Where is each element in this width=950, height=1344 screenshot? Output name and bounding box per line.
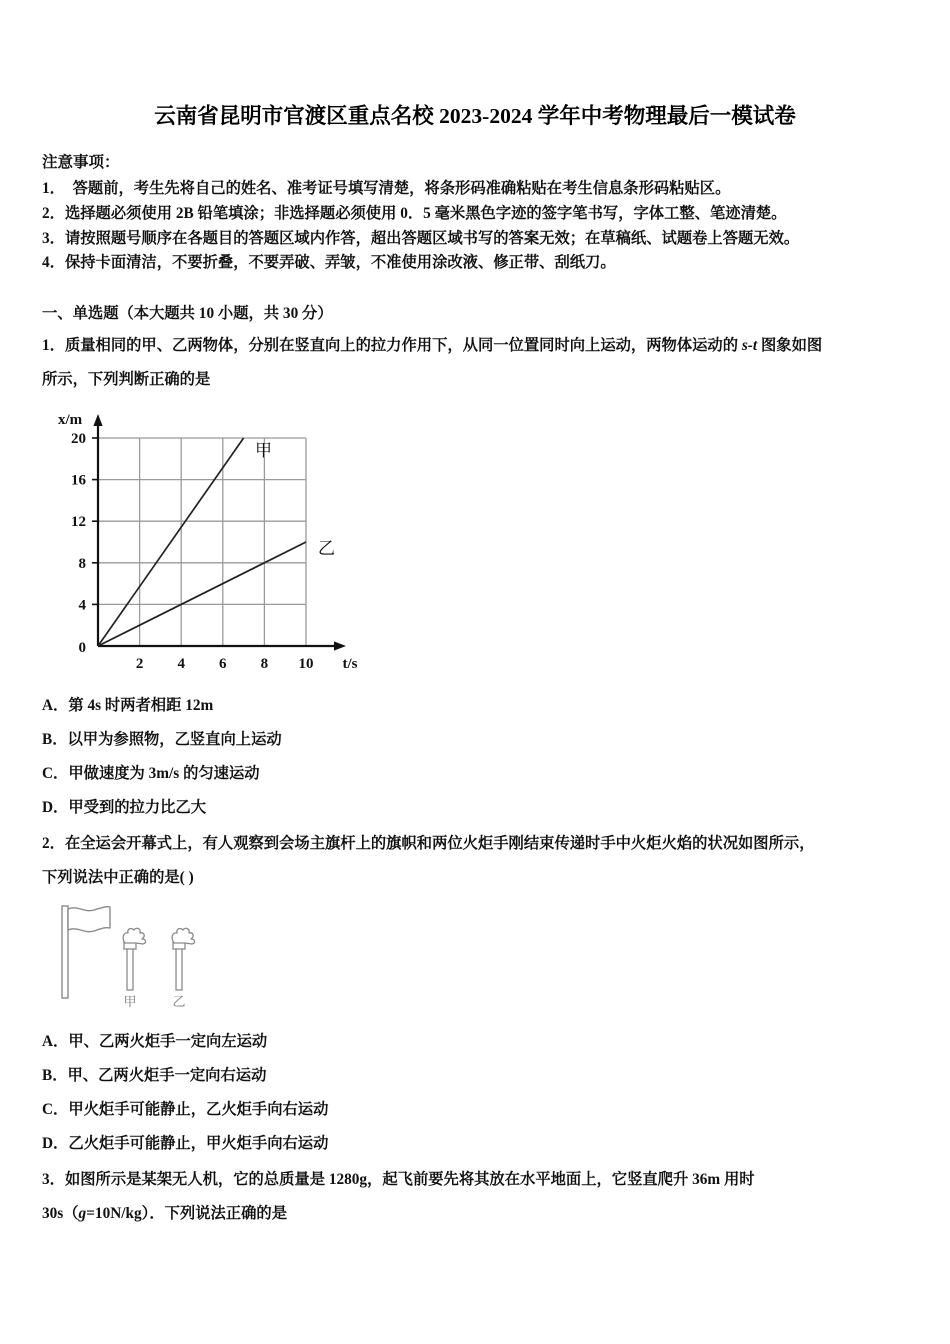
graph-xtick-2: 2 bbox=[135, 655, 144, 672]
notice-block bbox=[42, 151, 908, 276]
page-title: 云南省昆明市官渡区重点名校 2023-2024 学年中考物理最后一模试卷 bbox=[154, 104, 796, 128]
figure-st-graph bbox=[50, 406, 908, 679]
question-1-option-b[interactable]: B．以甲为参照物，乙竖直向上运动 bbox=[42, 730, 282, 748]
question-1-option-a[interactable]: A．第 4s 时两者相距 12m bbox=[42, 696, 214, 714]
torch-yi-label: 乙 bbox=[172, 993, 186, 1009]
graph-series-yi-label: 乙 bbox=[318, 538, 335, 558]
torch-yi-icon bbox=[172, 928, 194, 1009]
question-1-option-d[interactable]: D．甲受到的拉力比乙大 bbox=[42, 798, 207, 816]
question-2-option-c[interactable]: C．甲火炬手可能静止，乙火炬手向右运动 bbox=[42, 1100, 329, 1118]
question-1-option-c[interactable]: C．甲做速度为 3m/s 的匀速运动 bbox=[42, 764, 260, 782]
question-1-stem-part-a: 1．质量相同的甲、乙两物体，分别在竖直向上的拉力作用下，从同一位置同时向上运动，两物体运动的 bbox=[42, 336, 742, 354]
graph-y-axis bbox=[93, 414, 102, 646]
graph-series-jia-line bbox=[98, 438, 244, 646]
question-3-stem-line1: 3．如图所示是某架无人机，它的总质量是 1280g，起飞前要先将其放在水平地面上，它竖直爬升 36m 用时 bbox=[42, 1170, 755, 1188]
notice-item-2: 2．选择题必须使用 2B 铅笔填涂；非选择题必须使用 0．5 毫米黑色字迹的签字笔书写，字体工整、笔迹清楚。 bbox=[42, 204, 787, 222]
question-1-options bbox=[42, 689, 908, 825]
st-graph-svg bbox=[50, 406, 370, 674]
question-3-stem-line2 bbox=[42, 1199, 908, 1230]
flag-icon bbox=[62, 906, 110, 998]
section-heading-single-choice: 一、单选题（本大题共 10 小题，共 30 分） bbox=[42, 305, 333, 323]
question-2-option-a[interactable]: A．甲、乙两火炬手一定向左运动 bbox=[42, 1032, 268, 1050]
question-2-stem-line2: 下列说法中正确的是( ) bbox=[42, 869, 194, 887]
question-1-stem-part-b: 图象如图 bbox=[757, 336, 823, 354]
question-3-stem-part-a: 30s（ bbox=[42, 1205, 79, 1223]
graph-origin-label: 0 bbox=[78, 639, 86, 656]
question-3-stem-part-b: =10N/kg）．下列说法正确的是 bbox=[86, 1205, 287, 1223]
graph-series-yi-line bbox=[98, 542, 306, 646]
graph-ytick-12: 12 bbox=[71, 513, 86, 530]
torch-jia-label: 甲 bbox=[123, 993, 137, 1009]
question-2-option-b[interactable]: B．甲、乙两火炬手一定向右运动 bbox=[42, 1066, 267, 1084]
question-2 bbox=[42, 829, 908, 1161]
graph-xtick-8: 8 bbox=[260, 655, 269, 672]
graph-series-jia-label: 甲 bbox=[255, 440, 272, 460]
graph-ylabel: x/m bbox=[58, 411, 83, 428]
notice-item-1: 1． 答题前，考生先将自己的姓名、准考证号填写清楚，将条形码准确粘贴在考生信息条形码粘贴区。 bbox=[42, 180, 731, 198]
notice-item-4: 4．保持卡面清洁，不要折叠，不要弄破、弄皱，不准使用涂改液、修正带、刮纸刀。 bbox=[42, 254, 616, 272]
question-3 bbox=[42, 1165, 908, 1230]
graph-xtick-10: 10 bbox=[298, 655, 314, 672]
question-3-stem-italic: g bbox=[78, 1205, 87, 1223]
question-1-stem-italic: s-t bbox=[741, 336, 758, 354]
graph-ytick-4: 4 bbox=[78, 597, 86, 614]
graph-xtick-4: 4 bbox=[177, 655, 185, 672]
graph-ytick-8: 8 bbox=[78, 555, 86, 572]
question-1-stem bbox=[42, 331, 908, 362]
graph-xlabel: t/s bbox=[342, 655, 358, 672]
question-1-stem-line2: 所示，下列判断正确的是 bbox=[42, 371, 211, 389]
question-2-options bbox=[42, 1025, 908, 1161]
question-2-stem-line1: 2．在全运会开幕式上，有人观察到会场主旗杆上的旗帜和两位火炬手刚结束传递时手中火炬火焰的状况如图所示， bbox=[42, 834, 815, 852]
graph-ytick-20: 20 bbox=[71, 430, 86, 447]
graph-xtick-6: 6 bbox=[219, 655, 227, 672]
question-2-option-d[interactable]: D．乙火炬手可能静止，甲火炬手向右运动 bbox=[42, 1134, 329, 1152]
torch-jia-icon bbox=[123, 928, 145, 1009]
figure-flag-torches bbox=[48, 902, 908, 1015]
page-content bbox=[42, 0, 908, 1230]
flag-torches-svg bbox=[48, 902, 248, 1010]
notice-heading: 注意事项： bbox=[42, 154, 120, 172]
notice-item-3: 3．请按照题号顺序在各题目的答题区域内作答，超出答题区域书写的答案无效；在草稿纸、试题卷上答题无效。 bbox=[42, 229, 800, 247]
question-1 bbox=[42, 331, 908, 825]
graph-gridlines bbox=[98, 438, 306, 646]
graph-x-axis bbox=[98, 641, 346, 650]
graph-ytick-16: 16 bbox=[71, 472, 86, 489]
